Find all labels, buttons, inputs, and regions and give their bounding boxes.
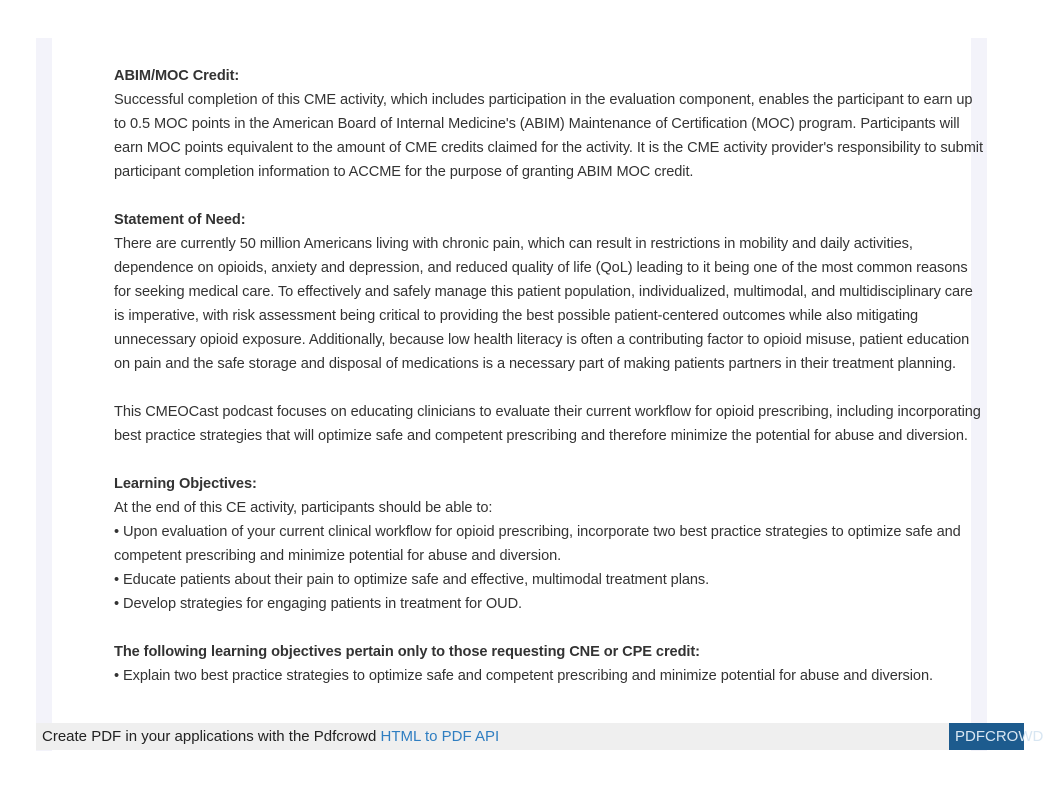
document-frame xyxy=(36,38,987,751)
html-to-pdf-api-link[interactable]: HTML to PDF API xyxy=(380,728,500,745)
statement-of-need-heading: Statement of Need: xyxy=(114,212,246,228)
cne-cpe-item: • Explain two best practice strategies to optimize safe and competent prescribing and minimize potential for abuse and diversion. xyxy=(114,668,933,684)
abim-moc-section xyxy=(114,64,984,184)
pdfcrowd-footer-bar xyxy=(36,723,987,750)
document-sheet xyxy=(52,38,983,751)
pdfcrowd-brand-button[interactable]: PDFCROWD xyxy=(949,723,1024,750)
cne-cpe-heading: The following learning objectives pertain only to those requesting CNE or CPE credit: xyxy=(114,644,700,660)
abim-moc-heading: ABIM/MOC Credit: xyxy=(114,68,240,84)
footer-message-wrap xyxy=(42,723,499,750)
statement-of-need-section xyxy=(114,208,984,376)
document-content xyxy=(114,64,984,712)
learning-objectives-heading: Learning Objectives: xyxy=(114,476,257,492)
learning-objectives-intro: At the end of this CE activity, participants should be able to: xyxy=(114,500,493,516)
podcast-text: This CMEOCast podcast focuses on educating clinicians to evaluate their current workflow for opioid prescribing, including incorporating best practice strategies that will optimize safe and competent prescribing and therefore minimize the potential for abuse and diversion. xyxy=(114,404,981,444)
footer-message: Create PDF in your applications with the Pdfcrowd xyxy=(42,728,377,745)
abim-moc-text: Successful completion of this CME activity, which includes participation in the evaluation component, enables the participant to earn up to 0.5 MOC points in the American Board of Internal Medicine's (ABIM) Maintenance of Certification (MOC) program. Participants will earn MOC points equivalent to the amount of CME credits claimed for the activity. It is the CME activity provider's responsibility to submit participant completion information to ACCME for the purpose of granting ABIM MOC credit. xyxy=(114,92,983,180)
objective-item: • Educate patients about their pain to optimize safe and effective, multimodal treatment plans. xyxy=(114,572,710,588)
objective-item: • Upon evaluation of your current clinical workflow for opioid prescribing, incorporate two best practice strategies to optimize safe and competent prescribing and minimize potential for abuse and diversion. xyxy=(114,524,961,564)
cne-cpe-section xyxy=(114,640,984,688)
podcast-section xyxy=(114,400,984,448)
statement-of-need-text: There are currently 50 million Americans living with chronic pain, which can result in restrictions in mobility and daily activities, dependence on opioids, anxiety and depression, and reduced quality of life (QoL) leading to it being one of the most common reasons for seeking medical care. To effectively and safely manage this patient population, individualized, multimodal, and multidisciplinary care is imperative, with risk assessment being critical to providing the best possible patient-centered outcomes while also mitigating unnecessary opioid exposure. Additionally, because low health literacy is often a contributing factor to opioid misuse, patient education on pain and the safe storage and disposal of medications is a necessary part of making patients partners in their treatment planning. xyxy=(114,236,973,372)
objective-item: • Develop strategies for engaging patients in treatment for OUD. xyxy=(114,596,523,612)
learning-objectives-section xyxy=(114,472,984,616)
